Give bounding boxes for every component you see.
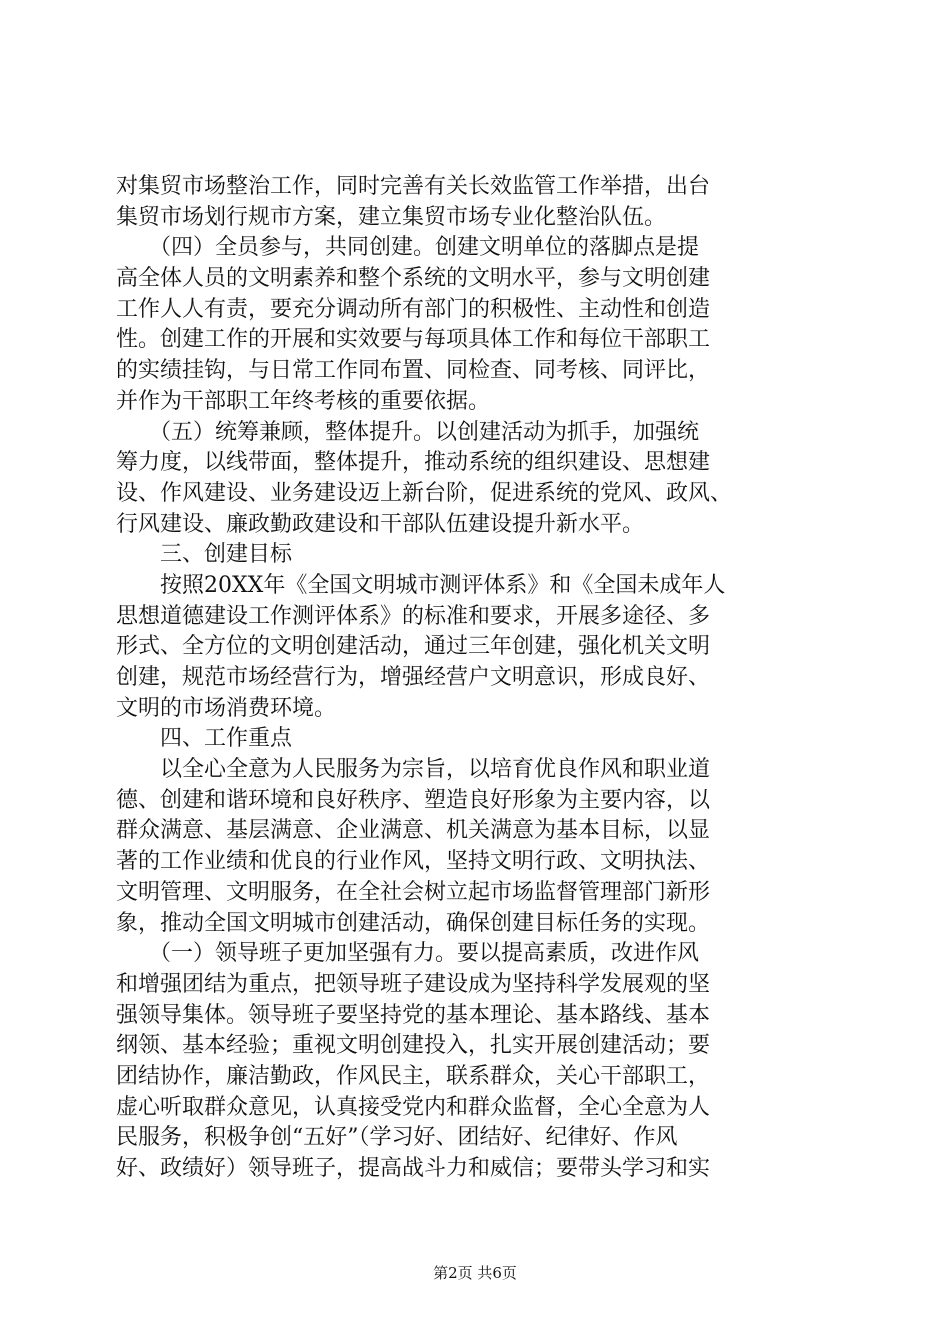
text-line: 性。创建工作的开展和实效要与每项具体工作和每位干部职工 [116,327,711,353]
text-line: 群众满意、基层满意、企业满意、机关满意为基本目标，以显 [116,818,711,844]
page-footer: 第2页 共6页 [433,1264,517,1282]
text-line: 筹力度，以线带面，整体提升，推动系统的组织建设、思想建 [116,450,711,476]
text-line: 以全心全意为人民服务为宗旨，以培育优良作风和职业道 [116,757,711,783]
text-line: 四、工作重点 [116,726,293,752]
text-line: （五）统筹兼顾，整体提升。以创建活动为抓手，加强统 [116,419,700,445]
text-line: 对集贸市场整治工作，同时完善有关长效监管工作举措，出台 [116,174,711,199]
text-line: 好、政绩好）领导班子，提高战斗力和威信；要带头学习和实 [116,1156,711,1181]
text-line: （四）全员参与，共同创建。创建文明单位的落脚点是提 [116,235,700,261]
text-line: （一）领导班子更加坚强有力。要以提高素质，改进作风 [116,941,700,967]
text-line: 的实绩挂钩，与日常工作同布置、同检查、同考核、同评比， [116,358,711,384]
text-line: 设、作风建设、业务建设迈上新台阶，促进系统的党风、政风、 [116,480,733,506]
text-line: 和增强团结为重点，把领导班子建设成为坚持科学发展观的坚 [116,971,711,997]
text-line: 强领导集体。领导班子要坚持党的基本理论、基本路线、基本 [116,1002,711,1028]
document-body [116,172,838,1185]
text-line: 文明管理、文明服务，在全社会树立起市场监督管理部门新形 [116,879,711,905]
text-line: 著的工作业绩和优良的行业作风，坚持文明行政、文明执法、 [116,849,711,875]
text-line: 工作人人有责，要充分调动所有部门的积极性、主动性和创造 [116,296,711,322]
text-line: 纲领、基本经验；重视文明创建投入，扎实开展创建活动；要 [116,1033,711,1059]
text-line: 集贸市场划行规市方案，建立集贸市场专业化整治队伍。 [116,204,667,230]
text-line: 行风建设、廉政勤政建设和干部队伍建设提升新水平。 [116,511,645,537]
text-line: 形式、全方位的文明创建活动，通过三年创建，强化机关文明 [116,634,711,660]
text-line: 民服务，积极争创“五好”（学习好、团结好、纪律好、作风 [116,1125,678,1151]
text-line: 文明的市场消费环境。 [116,695,337,721]
text-line: 并作为干部职工年终考核的重要依据。 [116,388,491,414]
text-line: 创建，规范市场经营行为，增强经营户文明意识，形成良好、 [116,665,711,690]
text-line: 三、创建目标 [116,542,293,568]
text-line: 团结协作，廉洁勤政，作风民主，联系群众，关心干部职工， [116,1063,711,1089]
text-line: 虚心听取群众意见，认真接受党内和群众监督，全心全意为人 [116,1094,711,1120]
text-line: 高全体人员的文明素养和整个系统的文明水平，参与文明创建 [116,266,711,292]
text-line: 象，推动全国文明城市创建活动，确保创建目标任务的实现。 [116,910,711,936]
text-line: 按照20XX年《全国文明城市测评体系》和《全国未成年人 [116,572,726,598]
text-line: 思想道德建设工作测评体系》的标准和要求，开展多途径、多 [116,603,711,629]
text-line: 德、创建和谐环境和良好秩序、塑造良好形象为主要内容，以 [116,787,711,813]
